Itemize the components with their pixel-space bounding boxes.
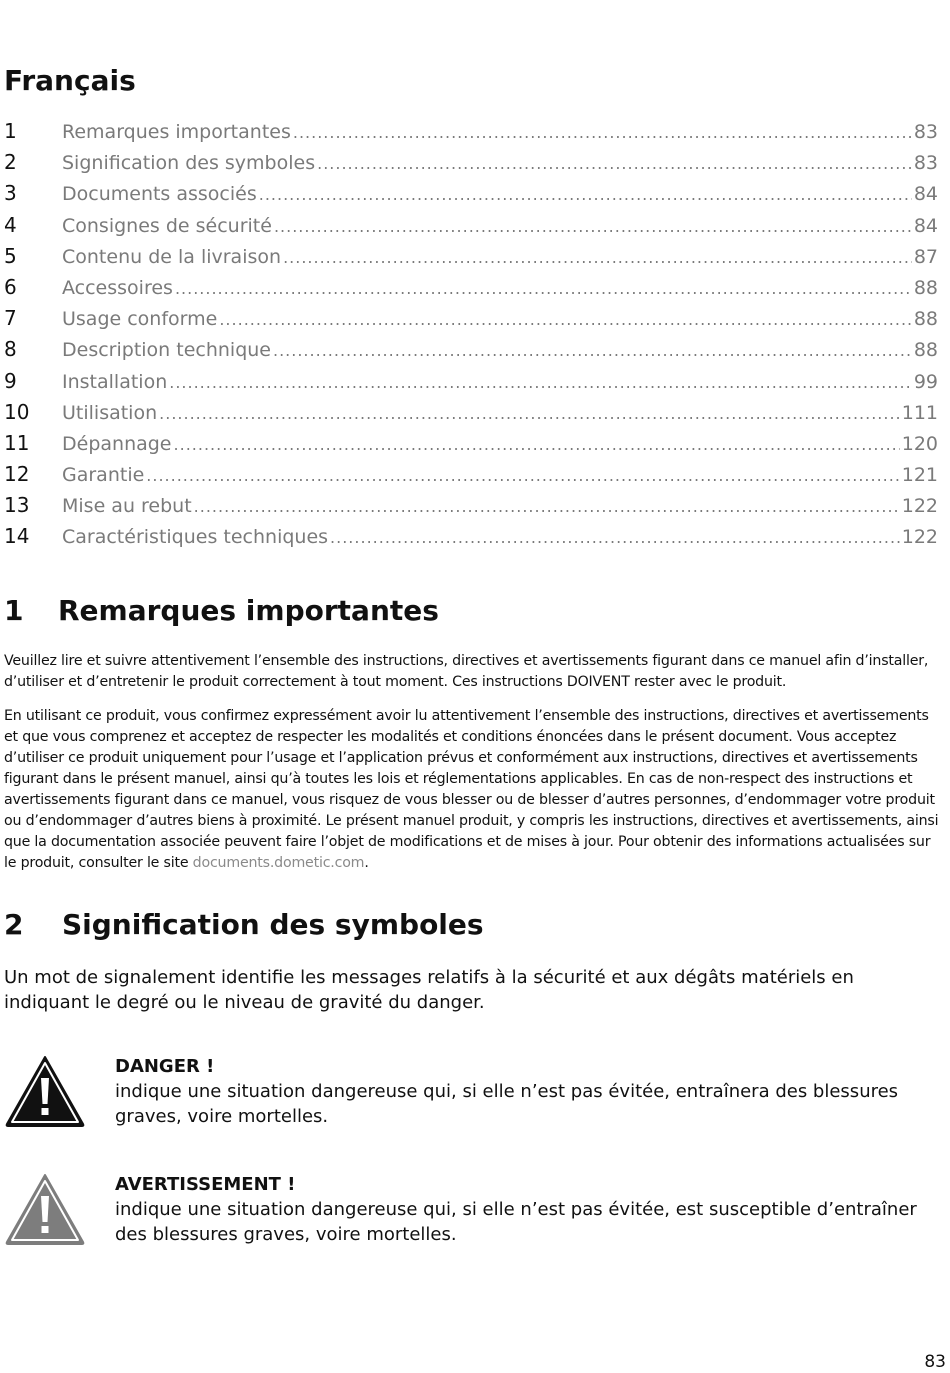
- section-number: 2: [4, 908, 24, 941]
- toc-number: 11: [4, 430, 30, 455]
- toc-label[interactable]: Dépannage: [62, 432, 172, 455]
- section-number: 1: [4, 594, 24, 627]
- toc-number: 1: [4, 119, 17, 143]
- toc-label[interactable]: Description technique: [62, 339, 271, 362]
- toc-page: 88: [913, 339, 938, 362]
- toc-label[interactable]: Installation: [62, 370, 168, 393]
- toc-label[interactable]: Garantie: [62, 464, 145, 487]
- toc-number: 2: [4, 150, 17, 175]
- toc-page: 111: [901, 401, 938, 424]
- danger-triangle-icon: [4, 1054, 86, 1128]
- toc-page: 88: [913, 308, 938, 331]
- toc-number: 7: [4, 306, 17, 331]
- toc-leader-dots: [174, 435, 900, 454]
- toc-number: 5: [4, 243, 17, 268]
- paragraph: Un mot de signalement identifie les messages relatifs à la sécurité et aux dégâts matériels en indiquant le degré ou le niveau de gravité du danger.: [4, 967, 854, 1013]
- toc-item[interactable]: [4, 431, 938, 462]
- toc-item[interactable]: [4, 181, 938, 212]
- toc-label[interactable]: Consignes de sécurité: [62, 214, 272, 237]
- toc-leader-dots: [159, 404, 900, 423]
- toc-item[interactable]: [4, 244, 938, 275]
- toc-label[interactable]: Utilisation: [62, 401, 158, 424]
- danger-text: [115, 1054, 945, 1129]
- toc-page: 122: [901, 526, 938, 549]
- toc-leader-dots: [194, 497, 900, 516]
- warning-description: indique une situation dangereuse qui, si elle n’est pas évitée, est susceptible d’entraîner des blessures graves, voire mortelles.: [115, 1199, 917, 1245]
- toc-number: 13: [4, 493, 30, 518]
- toc-page: 84: [913, 214, 938, 237]
- toc-number: 3: [4, 181, 17, 206]
- toc-label[interactable]: Caractéristiques techniques: [62, 526, 329, 549]
- toc-label[interactable]: Usage conforme: [62, 308, 218, 331]
- toc-page: 99: [913, 370, 938, 393]
- warning-triangle-icon: [4, 1172, 86, 1246]
- toc-number: 14: [4, 524, 30, 549]
- toc-leader-dots: [330, 528, 900, 547]
- language-title: Français: [4, 64, 136, 97]
- toc-page: 120: [901, 432, 938, 455]
- section-title: Remarques importantes: [58, 594, 439, 627]
- toc-label[interactable]: Remarques importantes: [62, 121, 291, 143]
- toc-leader-dots: [283, 248, 912, 267]
- paragraph: [4, 706, 944, 874]
- toc-item[interactable]: [4, 119, 938, 150]
- section-title: Signification des symboles: [62, 908, 484, 941]
- toc-number: 4: [4, 212, 17, 237]
- page-number: 83: [924, 1352, 946, 1372]
- toc-leader-dots: [273, 341, 912, 360]
- toc-item[interactable]: [4, 462, 938, 493]
- warning-title: AVERTISSEMENT !: [115, 1174, 296, 1195]
- toc-number: 6: [4, 274, 17, 299]
- toc-leader-dots: [169, 373, 912, 392]
- section-heading-remarques: [4, 594, 439, 627]
- toc-item[interactable]: [4, 213, 938, 244]
- table-of-contents: [4, 119, 938, 556]
- toc-number: 12: [4, 462, 30, 487]
- paragraph-end: .: [364, 855, 369, 871]
- toc-item[interactable]: [4, 369, 938, 400]
- toc-item[interactable]: [4, 306, 938, 337]
- toc-number: 9: [4, 368, 17, 393]
- toc-leader-dots: [317, 154, 912, 173]
- toc-item[interactable]: [4, 275, 938, 306]
- toc-page: 121: [901, 464, 938, 487]
- toc-item[interactable]: [4, 400, 938, 431]
- toc-page: 84: [913, 183, 938, 206]
- toc-page: 87: [913, 245, 938, 268]
- toc-page: 83: [913, 152, 938, 175]
- toc-page: 83: [913, 121, 938, 143]
- toc-item[interactable]: [4, 337, 938, 368]
- toc-label[interactable]: Mise au rebut: [62, 495, 192, 518]
- documents-link[interactable]: documents.dometic.com: [192, 855, 365, 871]
- toc-leader-dots: [219, 310, 911, 329]
- toc-page: 88: [913, 276, 938, 299]
- danger-description: indique une situation dangereuse qui, si elle n’est pas évitée, entraînera des blessures graves, voire mortelles.: [115, 1081, 899, 1127]
- toc-leader-dots: [259, 185, 912, 204]
- toc-leader-dots: [146, 466, 899, 485]
- toc-label[interactable]: Contenu de la livraison: [62, 245, 282, 268]
- toc-label[interactable]: Signification des symboles: [62, 152, 316, 175]
- toc-item[interactable]: [4, 524, 938, 555]
- toc-leader-dots: [274, 217, 912, 236]
- section-heading-symboles: [4, 908, 484, 941]
- toc-page: 122: [901, 495, 938, 518]
- paragraph: Veuillez lire et suivre attentivement l’ensemble des instructions, directives et avertissements figurant dans ce manuel afin d’installer, d’utiliser et d’entretenir le produit correctement à tout moment. Ces instructions DOIVENT rester avec le produit.: [4, 653, 929, 690]
- toc-leader-dots: [175, 279, 912, 298]
- warning-text: [115, 1172, 945, 1247]
- toc-item[interactable]: [4, 150, 938, 181]
- toc-number: 10: [4, 399, 30, 424]
- danger-title: DANGER !: [115, 1056, 215, 1077]
- toc-label[interactable]: Documents associés: [62, 183, 257, 206]
- paragraph-text: En utilisant ce produit, vous confirmez expressément avoir lu attentivement l’ensemble des instructions, directives et avertissements et que vous comprenez et acceptez de respecter les modalités et conditions énoncées dans le présent document. Vous acceptez d’utiliser ce produit uniquement pour l’usage et l’application prévus et conformément aux instructions, directives et avertissements figurant dans le présent manuel, ainsi qu’à toutes les lois et réglementations applicables. En cas de non-respect des instructions et avertissements figurant dans ce manuel, vous risquez de vous blesser ou de blesser d’autres personnes, d’endommager votre produit ou d’endommager d’autres biens à proximité. Le présent manuel produit, y compris les instructions, directives et avertissements, ainsi que la documentation associée peuvent faire l’objet de modifications et de mises à jour. Pour obtenir des informations actualisées sur le produit, consulter le site: [4, 708, 939, 871]
- toc-item[interactable]: [4, 493, 938, 524]
- toc-leader-dots: [293, 123, 912, 142]
- toc-number: 8: [4, 337, 17, 362]
- toc-label[interactable]: Accessoires: [62, 276, 173, 299]
